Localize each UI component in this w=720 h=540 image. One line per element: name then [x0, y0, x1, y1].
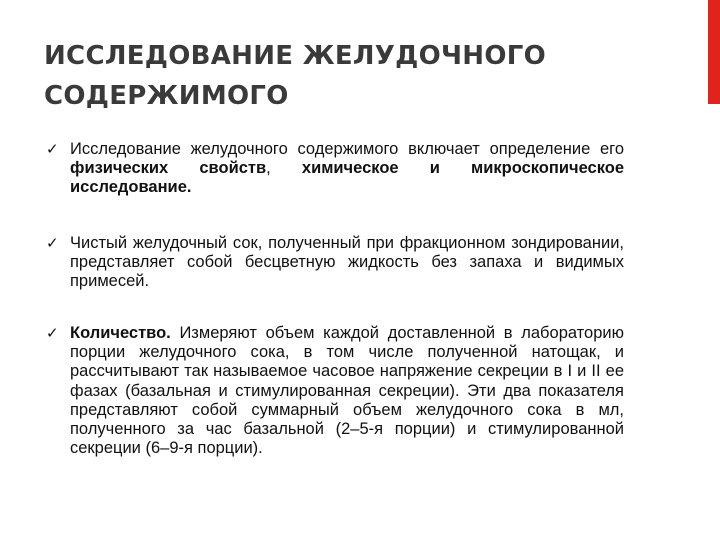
bullet-item: [44, 140, 624, 220]
slide-title: ИССЛЕДОВАНИЕ ЖЕЛУДОЧНОГО СОДЕРЖИМОГО: [44, 41, 547, 111]
bullet-bold-text: физических свойств: [70, 159, 267, 178]
bullet-text: Измеряют объем каждой доставленной в лабораторию порции желудочного сока, в том числе полученной натощак, и рассчитывают так называемое часовое напряжение секреции в I и II ее фазах (базальная и стимулированная секреции). Эти два показателя представляют собой суммарный объем желудочного сока в мл, полученного за час базальной (2–5-я порции) и стимулированной секреции (6–9-я порции).: [70, 324, 624, 458]
checkmark-icon: ✓: [46, 140, 59, 158]
bullet-list: [44, 140, 624, 458]
bullet-item: [44, 234, 624, 314]
bullet-item: [44, 324, 624, 458]
bullet-bold-text: Количество.: [70, 324, 171, 342]
checkmark-icon: ✓: [46, 324, 59, 342]
accent-bar: [708, 0, 720, 104]
checkmark-icon: ✓: [46, 234, 59, 252]
bullet-text: Чистый желудочный сок, полученный при фракционном зондировании, представляет собой бесцветную жидкость без запаха и видимых примесей.: [70, 234, 624, 291]
bullet-bold-text: химическое и микроскопическое исследование.: [70, 159, 625, 197]
bullet-text: Исследование желудочного содержимого включает определение его: [70, 140, 624, 158]
bullet-text: ,: [266, 159, 302, 178]
